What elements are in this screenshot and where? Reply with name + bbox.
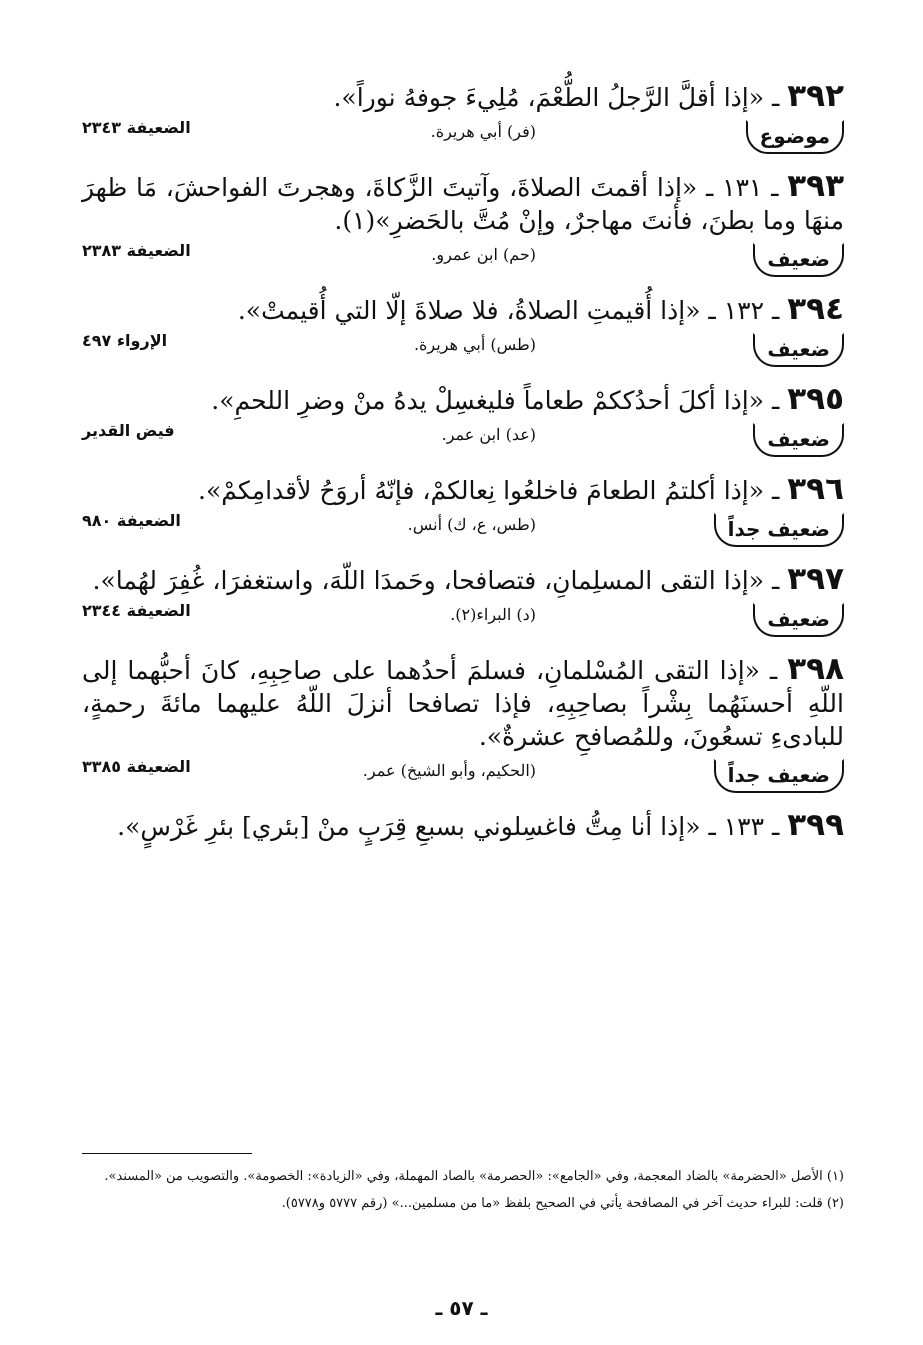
reference-label: الضعيفة ٢٣٤٤: [82, 601, 191, 620]
reference-label: الضعيفة ٢٣٨٣: [82, 241, 191, 260]
reference-label: الضعيفة ٩٨٠: [82, 511, 181, 530]
hadith-number: ٣٩٩: [787, 807, 844, 843]
source-label: (الحكيم، وأبو الشيخ) عمر.: [362, 761, 536, 780]
reference-label: الضعيفة ٢٣٤٣: [82, 118, 191, 137]
hadith-entry: [82, 383, 844, 463]
hadith-body: ـ «إذا أكلتمُ الطعامَ فاخلعُوا نِعالكمْ، فإنّهُ أروَحُ لأقدامِكمْ».: [198, 476, 788, 505]
hadith-entry: [82, 293, 844, 373]
hadith-number: ٣٩٢: [787, 78, 844, 114]
grade-label: ضعيف: [753, 333, 844, 367]
reference-label: الإرواء ٤٩٧: [82, 331, 168, 350]
hadith-text: [82, 383, 844, 417]
hadith-body: ـ ١٣٣ ـ «إذا أنا مِتُّ فاغسِلوني بسبعِ قِرَبٍ منْ [بئري] بئرِ غَرْسٍ».: [117, 812, 788, 841]
reference-label: فيض القدير: [82, 421, 175, 440]
source-label: (د) البراء(٢).: [450, 605, 536, 624]
footnote: (١) الأصل «الحضرمة» بالضاد المعجمة، وفي «الجامع»: «الحصرمة» بالصاد المهملة، وفي «الزيادة»: الخصومة». والتصويب من «المسند».: [104, 1169, 844, 1184]
grade-label: ضعيف جداً: [714, 513, 844, 547]
hadith-entry: [82, 170, 844, 283]
source-label: (فر) أبي هريرة.: [430, 122, 536, 141]
hadith-body: ـ «إذا التقى المُسْلمانِ، فسلمَ أحدُهما على صاحِبِهِ، كانَ أحبُّهما إلى اللّهِ أحسنَهُما بِشْراً بصاحِبِهِ، فإذا تصافحا أنزلَ اللّهُ عليهما مائةَ رحمةٍ، للبادىءِ تسعُونَ، وللمُصافحِ عشرةٌ».: [82, 656, 844, 751]
hadith-number: ٣٩٨: [787, 651, 844, 687]
hadith-entry: [82, 563, 844, 643]
footnote: (٢) قلت: للبراء حديث آخر في المصافحة يأتي في الصحيح بلفظ «ما من مسلمين...» (رقم ٥٧٧٧ و٥٧٧٨).: [281, 1196, 844, 1211]
footnote-divider: [82, 1153, 252, 1154]
page-body: [82, 80, 844, 845]
hadith-body: ـ ١٣١ ـ «إذا أقمتَ الصلاةَ، وآتيتَ الزَّكاةَ، وهجرتَ الفواحشَ، مَا ظهرَ منهَا وما بطنَ، فأنتَ مهاجرٌ، وإنْ مُتَّ بالحَضرِ»(١).: [82, 173, 844, 235]
hadith-text: [82, 473, 844, 507]
grade-label: ضعيف: [753, 423, 844, 457]
hadith-meta: [82, 601, 844, 643]
hadith-text: [82, 170, 844, 237]
hadith-meta: [82, 421, 844, 463]
hadith-entry: [82, 80, 844, 160]
hadith-text: [82, 293, 844, 327]
source-label: (حم) ابن عمرو.: [431, 245, 536, 264]
hadith-number: ٣٩٤: [787, 291, 844, 327]
hadith-body: ـ «إذا أكلَ أحدُككمْ طعاماً فليغسِلْ يدهُ منْ وضرِ اللحمِ».: [211, 386, 788, 415]
grade-label: ضعيف: [753, 243, 844, 277]
hadith-text: [82, 653, 844, 753]
grade-label: موضوع: [746, 120, 844, 154]
hadith-entry: [82, 653, 844, 799]
hadith-text: [82, 809, 844, 843]
reference-label: الضعيفة ٣٣٨٥: [82, 757, 191, 776]
hadith-meta: [82, 511, 844, 553]
source-label: (طس) أبي هريرة.: [413, 335, 536, 354]
source-label: (عد) ابن عمر.: [441, 425, 536, 444]
footnotes: [82, 1166, 844, 1220]
hadith-number: ٣٩٥: [787, 381, 844, 417]
hadith-entry: [82, 473, 844, 553]
source-label: (طس، ع، ك) أنس.: [407, 515, 536, 534]
hadith-meta: [82, 757, 844, 799]
hadith-meta: [82, 331, 844, 373]
grade-label: ضعيف جداً: [714, 759, 844, 793]
hadith-body: ـ «إذا أقلَّ الرَّجلُ الطُّعْمَ، مُلِيءَ جوفهُ نوراً».: [333, 83, 788, 112]
hadith-entry: [82, 809, 844, 843]
hadith-number: ٣٩٧: [787, 561, 844, 597]
hadith-text: [82, 80, 844, 114]
hadith-meta: [82, 118, 844, 160]
hadith-body: ـ ١٣٢ ـ «إذا أُقيمتِ الصلاةُ، فلا صلاةَ إلّا التي أُقيمتْ».: [237, 296, 788, 325]
hadith-number: ٣٩٦: [787, 471, 844, 507]
hadith-number: ٣٩٣: [787, 168, 844, 204]
hadith-text: [82, 563, 844, 597]
hadith-body: ـ «إذا التقى المسلِمانِ، فتصافحا، وحَمدَا اللّهَ، واستغفرَا، غُفِرَ لهُما».: [92, 566, 788, 595]
grade-label: ضعيف: [753, 603, 844, 637]
hadith-meta: [82, 241, 844, 283]
page-number: ـ ٥٧ ـ: [435, 1296, 488, 1320]
